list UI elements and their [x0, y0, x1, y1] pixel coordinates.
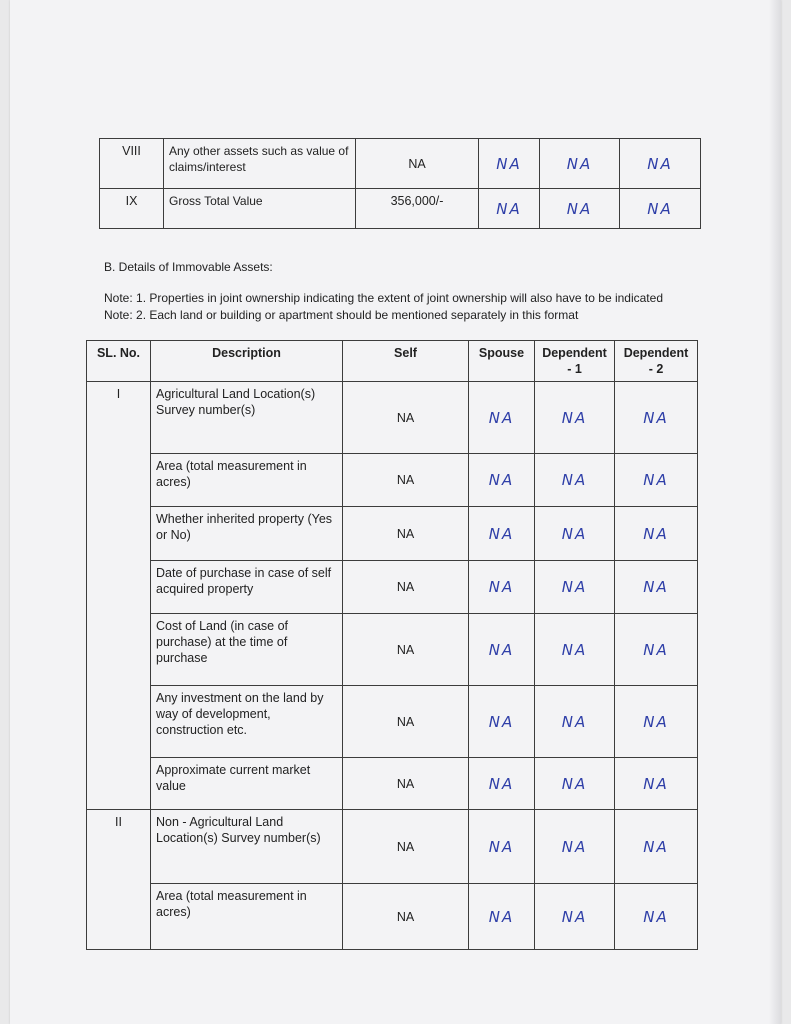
description-cell: Area (total measurement in acres) [151, 884, 343, 950]
table-row [100, 139, 701, 189]
dependent-1-value: NA [535, 614, 615, 686]
movable-assets-table [99, 138, 701, 229]
description-cell: Non - Agricultural Land Location(s) Survey number(s) [151, 810, 343, 884]
spouse-value: NA [469, 758, 535, 810]
spouse-value: NA [469, 561, 535, 614]
spouse-value: NA [469, 810, 535, 884]
spouse-value: NA [479, 139, 540, 189]
section-b-title: B. Details of Immovable Assets: [104, 260, 273, 274]
header-description: Description [151, 341, 343, 382]
description-cell: Any other assets such as value of claims/interest [164, 139, 356, 189]
dependent-1-value: NA [535, 561, 615, 614]
dependent-1-value: NA [535, 810, 615, 884]
note-1: Note: 1. Properties in joint ownership indicating the extent of joint ownership will also have to be indicated [104, 291, 663, 305]
table-row [87, 810, 698, 884]
dependent-2-value: NA [615, 758, 698, 810]
dependent-2-value: NA [615, 884, 698, 950]
description-cell: Any investment on the land by way of development, construction etc. [151, 686, 343, 758]
page-edge-shadow [769, 0, 781, 1024]
dependent-2-value: NA [620, 189, 701, 229]
self-value: NA [343, 507, 469, 561]
dependent-2-value: NA [615, 686, 698, 758]
table-row [87, 686, 698, 758]
table-row [87, 884, 698, 950]
self-value: NA [343, 561, 469, 614]
description-cell: Cost of Land (in case of purchase) at the time of purchase [151, 614, 343, 686]
self-value: NA [343, 454, 469, 507]
dependent-1-value: NA [535, 454, 615, 507]
description-cell: Approximate current market value [151, 758, 343, 810]
self-value: NA [343, 382, 469, 454]
table-row [87, 507, 698, 561]
dependent-2-value: NA [615, 810, 698, 884]
table-row [100, 189, 701, 229]
sl-number: II [87, 810, 151, 950]
self-value: 356,000/- [356, 189, 479, 229]
dependent-2-value: NA [620, 139, 701, 189]
sl-number: IX [100, 189, 164, 229]
dependent-1-value: NA [540, 189, 620, 229]
dependent-1-value: NA [535, 884, 615, 950]
spouse-value: NA [469, 507, 535, 561]
spouse-value: NA [469, 382, 535, 454]
note-2: Note: 2. Each land or building or apartment should be mentioned separately in this format [104, 308, 579, 322]
dependent-2-value: NA [615, 507, 698, 561]
table-row [87, 614, 698, 686]
self-value: NA [343, 614, 469, 686]
header-dependent-2: Dependent - 2 [615, 341, 698, 382]
description-cell: Whether inherited property (Yes or No) [151, 507, 343, 561]
sl-number: I [87, 382, 151, 810]
spouse-value: NA [469, 686, 535, 758]
description-cell: Gross Total Value [164, 189, 356, 229]
header-sl-no: SL. No. [87, 341, 151, 382]
dependent-1-value: NA [535, 507, 615, 561]
spouse-value: NA [469, 884, 535, 950]
dependent-1-value: NA [540, 139, 620, 189]
self-value: NA [343, 686, 469, 758]
dependent-2-value: NA [615, 561, 698, 614]
table-row [87, 454, 698, 507]
description-cell: Date of purchase in case of self acquired property [151, 561, 343, 614]
table-row [87, 382, 698, 454]
dependent-2-value: NA [615, 614, 698, 686]
spouse-value: NA [469, 454, 535, 507]
self-value: NA [343, 810, 469, 884]
dependent-1-value: NA [535, 382, 615, 454]
header-spouse: Spouse [469, 341, 535, 382]
self-value: NA [343, 884, 469, 950]
dependent-2-value: NA [615, 382, 698, 454]
header-row [87, 341, 698, 382]
self-value: NA [343, 758, 469, 810]
header-self: Self [343, 341, 469, 382]
spouse-value: NA [469, 614, 535, 686]
description-cell: Area (total measurement in acres) [151, 454, 343, 507]
dependent-1-value: NA [535, 686, 615, 758]
header-dependent-1: Dependent - 1 [535, 341, 615, 382]
description-cell: Agricultural Land Location(s) Survey number(s) [151, 382, 343, 454]
self-value: NA [356, 139, 479, 189]
immovable-assets-table [86, 340, 698, 950]
dependent-1-value: NA [535, 758, 615, 810]
sl-number: VIII [100, 139, 164, 189]
spouse-value: NA [479, 189, 540, 229]
dependent-2-value: NA [615, 454, 698, 507]
table-row [87, 758, 698, 810]
table-row [87, 561, 698, 614]
